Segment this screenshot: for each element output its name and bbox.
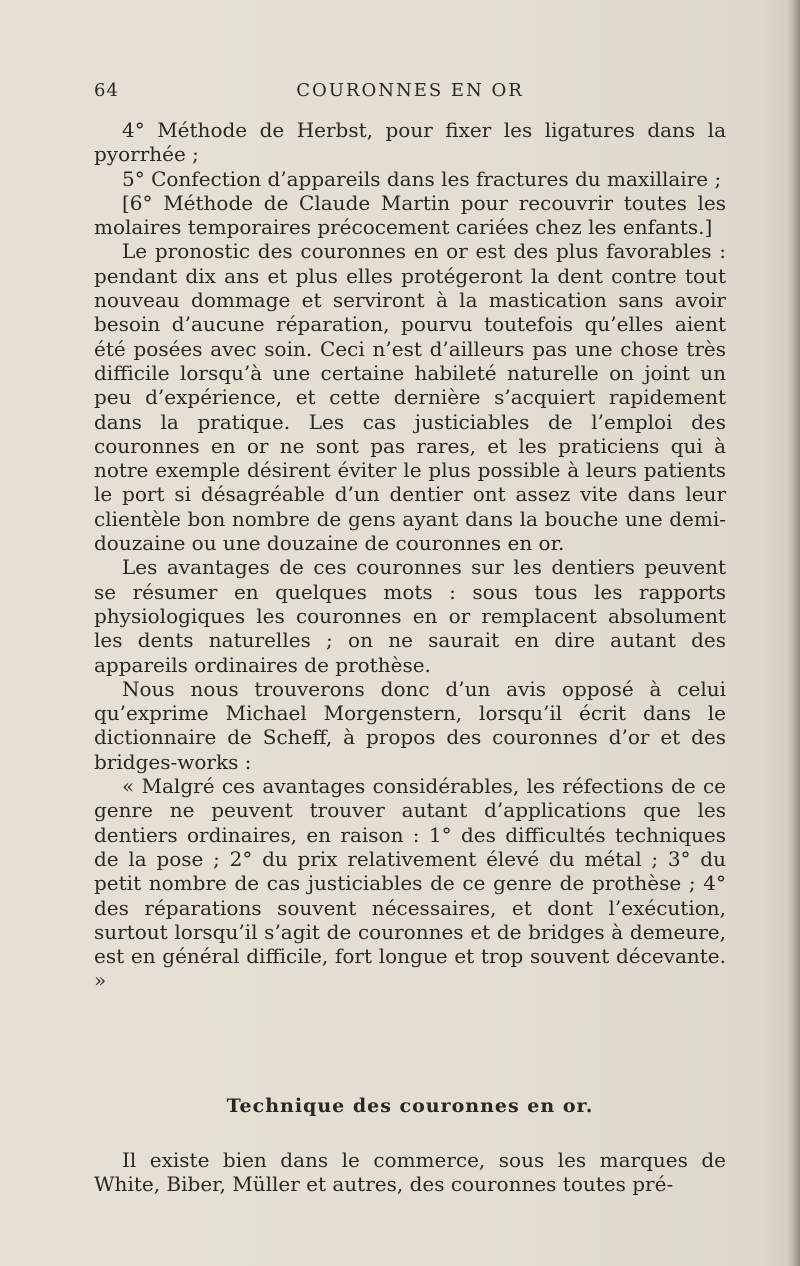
page-header bbox=[94, 80, 726, 106]
paragraph-method-herbst: 4° Méthode de Herbst, pour fixer les ligatures dans la pyorrhée ; bbox=[94, 118, 726, 167]
paragraph-commerce: Il existe bien dans le commerce, sous les marques de White, Biber, Müller et autres, des couronnes toutes pré- bbox=[94, 1148, 726, 1197]
page-edge-shadow bbox=[786, 0, 800, 1266]
paragraph-prognosis: Le pronostic des couronnes en or est des plus favorables : pendant dix ans et plus elles protégeront la dent contre tout nouveau dommage et serviront à la mastication sans avoir besoin d’aucune réparation, pourvu toutefois qu’elles aient été posées avec soin. Ceci n’est d’ailleurs pas une chose très difficile lorsqu’à une certaine habileté naturelle on joint un peu d’expérience, et cette dernière s’acquiert rapidement dans la pratique. Les cas justiciables de l’emploi des couronnes en or ne sont pas rares, et les praticiens qui à notre exemple désirent éviter le plus possible à leurs patients le port si désagréable d’un dentier ont assez vite dans leur clientèle bon nombre de gens ayant dans la bouche une demi-douzaine ou une douzaine de couronnes en or. bbox=[94, 239, 726, 556]
paragraph-claude-martin: [6° Méthode de Claude Martin pour recouvrir toutes les molaires temporaires précocement cariées chez les enfants.] bbox=[94, 190, 726, 240]
paragraph-advantages: Les avantages de ces couronnes sur les dentiers peuvent se résumer en quelques mots : sous tous les rapports physiologiques les couronnes en or remplacent absolument les dents naturelles ; on ne saurait en dire autant des appareils ordinaires de prothèse. bbox=[94, 555, 726, 677]
section-heading: Technique des couronnes en or. bbox=[226, 1095, 594, 1117]
paragraph-quotation: « Malgré ces avantages considérables, les réfections de ce genre ne peuvent trouver autant d’applications que les dentiers ordinaires, en raison : 1° des difficultés techniques de la pose ; 2° du prix relativement élevé du métal ; 3° du petit nombre de cas justiciables de ce genre de prothèse ; 4° des réparations souvent nécessaires, et dont l’exécution, surtout lorsqu’il s’agit de couronnes et de bridges à demeure, est en général difficile, fort longue et trop souvent décevante. » bbox=[94, 774, 726, 993]
body-text bbox=[94, 118, 726, 993]
final-text bbox=[94, 1148, 726, 1197]
paragraph-morgenstern: Nous nous trouverons donc d’un avis opposé à celui qu’exprime Michael Morgenstern, lorsqu’il écrit dans le dictionnaire de Scheff, à propos des couronnes d’or et des bridges-works : bbox=[94, 676, 726, 774]
paragraph-fracture-appliances: 5° Confection d’appareils dans les fractures du maxillaire ; bbox=[122, 166, 722, 191]
running-title: COURONNES EN OR bbox=[296, 80, 524, 101]
page-number: 64 bbox=[94, 80, 119, 101]
